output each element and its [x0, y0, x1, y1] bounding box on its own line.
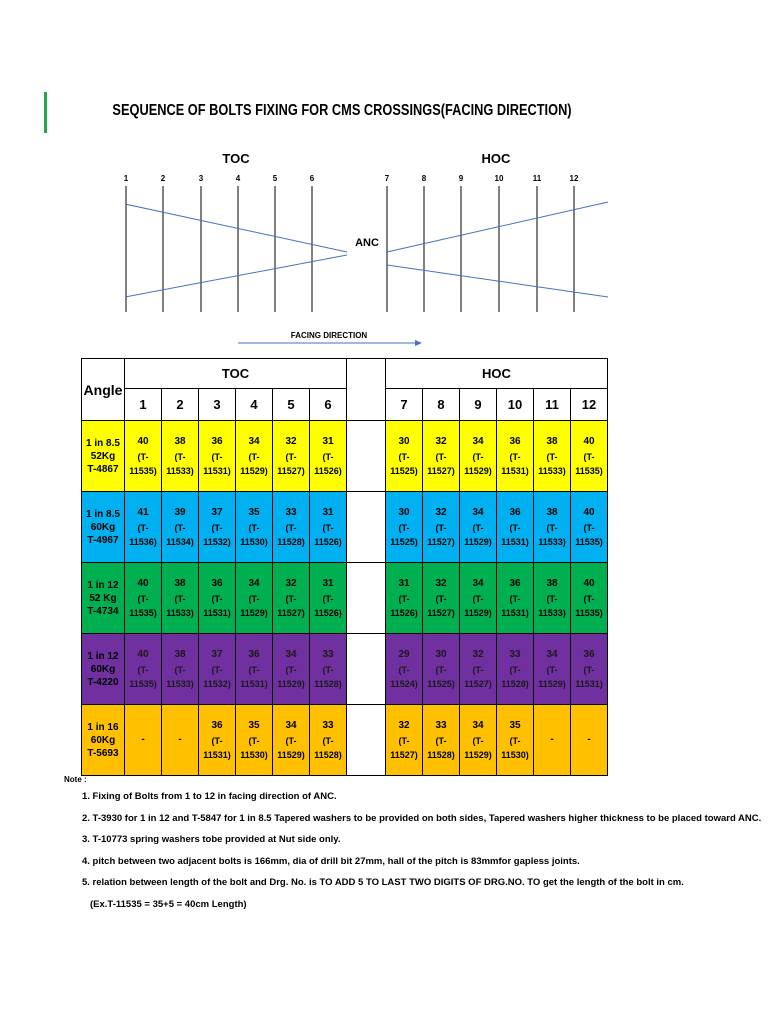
bolt-cell — [199, 634, 236, 705]
bolt-number-6: 6 — [309, 174, 315, 183]
bolt-drawing-code: (T-11527) — [427, 523, 455, 547]
table-row — [82, 492, 608, 563]
bolt-cell — [386, 421, 423, 492]
bolt-cell — [162, 705, 199, 776]
bolt-drawing-code: (T-11528) — [501, 665, 529, 689]
bolt-drawing-code: (T-11531) — [203, 452, 231, 476]
bolt-length: 40 — [137, 436, 149, 447]
bolt-cell — [571, 563, 608, 634]
bolt-length: 32 — [285, 436, 297, 447]
bolt-number-11: 11 — [532, 174, 542, 183]
note-label: Note : — [64, 775, 87, 784]
note-item: 4. pitch between two adjacent bolts is 166mm, dia of drill bit 27mm, hall of the pitch is 83mmfor gapless joints. — [82, 855, 580, 867]
angle-cell — [82, 563, 125, 634]
bolt-length: 40 — [583, 436, 595, 447]
column-header-2: 2 — [162, 389, 199, 421]
bolt-cell — [273, 492, 310, 563]
bolt-drawing-code: (T-11526) — [390, 594, 418, 618]
bolt-drawing-code: (T-11531) — [575, 665, 603, 689]
angle-cell — [82, 421, 125, 492]
bolt-drawing-code: (T-11532) — [203, 523, 231, 547]
angle-value: 1 in 8.5 60Kg — [86, 508, 120, 533]
bolt-drawing-code: (T-11531) — [203, 736, 231, 760]
bolt-cell — [534, 421, 571, 492]
bolt-drawing-code: (T-11527) — [427, 452, 455, 476]
diagram-hoc-label: HOC — [481, 151, 511, 166]
bolt-length: 32 — [435, 507, 447, 518]
toc-rail-upper — [125, 204, 347, 252]
bolt-drawing-code: (T-11535) — [129, 665, 157, 689]
diagram-toc-label: TOC — [222, 151, 250, 166]
notes-list — [82, 786, 761, 915]
bolt-cell — [273, 634, 310, 705]
separator-cell — [347, 421, 386, 492]
bolt-length: - — [550, 734, 554, 745]
bolt-drawing-code: (T-11533) — [538, 452, 566, 476]
bolt-cell — [310, 421, 347, 492]
bolt-length: 38 — [174, 436, 186, 447]
bolt-cell — [125, 705, 162, 776]
bolt-drawing-code: (T-11529) — [240, 594, 268, 618]
separator-cell — [347, 705, 386, 776]
note-item: 1. Fixing of Bolts from 1 to 12 in facing direction of ANC. — [82, 791, 337, 802]
bolt-drawing-code: (T-11528) — [427, 736, 455, 760]
angle-value: 1 in 8.5 52Kg — [86, 437, 120, 462]
bolt-cell — [199, 421, 236, 492]
bolt-cell — [571, 634, 608, 705]
bolt-length: 32 — [398, 720, 410, 731]
bolt-length: 34 — [248, 578, 260, 589]
bolt-length: 32 — [435, 436, 447, 447]
bolt-length: 32 — [435, 578, 447, 589]
bolt-drawing-code: (T-11529) — [464, 452, 492, 476]
angle-value: 1 in 12 60Kg — [87, 650, 119, 675]
bolt-number-4: 4 — [235, 174, 241, 183]
separator-cell — [347, 492, 386, 563]
bolt-drawing-code: (T-11535) — [575, 594, 603, 618]
bolt-length: 35 — [509, 720, 521, 731]
bolt-drawing-code: (T-11527) — [464, 665, 492, 689]
bolt-length: 34 — [472, 507, 484, 518]
hoc-rail-upper — [387, 202, 608, 252]
bolt-cell — [199, 492, 236, 563]
bolt-sequence-table — [81, 358, 608, 776]
bolt-diagram — [0, 0, 768, 350]
bolt-drawing-code: (T-11527) — [277, 594, 305, 618]
bolt-number-2: 2 — [160, 174, 166, 183]
bolt-length: 34 — [472, 720, 484, 731]
bolt-cell — [571, 705, 608, 776]
bolt-length: 31 — [322, 507, 334, 518]
bolt-length: 35 — [248, 507, 260, 518]
column-header-3: 3 — [199, 389, 236, 421]
hoc-header: HOC — [386, 359, 608, 389]
bolt-length: 32 — [285, 578, 297, 589]
bolt-cell — [534, 634, 571, 705]
angle-cell — [82, 492, 125, 563]
bolt-drawing-code: (T-11531) — [501, 594, 529, 618]
bolt-number-9: 9 — [458, 174, 464, 183]
note-item: 5. relation between length of the bolt and Drg. No. is TO ADD 5 TO LAST TWO DIGITS OF DRG.NO. TO get the length of the bolt in cm. — [82, 877, 684, 888]
bolt-drawing-code: (T-11529) — [277, 736, 305, 760]
bolt-drawing-code: (T-11529) — [538, 665, 566, 689]
column-header-7: 7 — [386, 389, 423, 421]
bolt-drawing-code: (T-11535) — [575, 523, 603, 547]
hoc-rail-lower — [387, 265, 608, 297]
bolt-drawing-code: (T-11528) — [314, 736, 342, 760]
bolt-cell — [386, 705, 423, 776]
bolt-cell — [497, 705, 534, 776]
bolt-drawing-code: (T-11526) — [314, 594, 342, 618]
bolt-length: 38 — [546, 507, 558, 518]
bolt-drawing-code: (T-11531) — [501, 523, 529, 547]
bolt-length: 33 — [322, 720, 334, 731]
bolt-length: 35 — [248, 720, 260, 731]
bolt-length: 32 — [472, 649, 484, 660]
bolt-cell — [162, 421, 199, 492]
bolt-length: 34 — [285, 649, 297, 660]
bolt-length: 40 — [583, 507, 595, 518]
bolt-drawing-code: (T-11536) — [129, 523, 157, 547]
bolt-cell — [236, 492, 273, 563]
table-row — [82, 634, 608, 705]
bolt-cell — [534, 563, 571, 634]
bolt-cell — [460, 492, 497, 563]
bolt-length: 36 — [211, 578, 223, 589]
bolt-number-5: 5 — [272, 174, 278, 183]
column-header-5: 5 — [273, 389, 310, 421]
angle-value: 1 in 16 60Kg — [87, 721, 119, 746]
bolt-length: 31 — [398, 578, 410, 589]
bolt-length: 36 — [509, 507, 521, 518]
bolt-length: 40 — [137, 578, 149, 589]
bolt-number-8: 8 — [421, 174, 427, 183]
bolt-drawing-code: (T-11533) — [166, 665, 194, 689]
bolt-length: 36 — [211, 720, 223, 731]
column-header-10: 10 — [497, 389, 534, 421]
angle-cell — [82, 634, 125, 705]
separator-cell — [347, 359, 386, 421]
bolt-cell — [125, 492, 162, 563]
bolt-length: 41 — [137, 507, 149, 518]
page-title: SEQUENCE OF BOLTS FIXING FOR CMS CROSSINGS(FACING DIRECTION) — [112, 102, 572, 119]
bolt-drawing-code: (T-11535) — [575, 452, 603, 476]
bolt-cell — [386, 563, 423, 634]
bolt-cell — [423, 492, 460, 563]
bolt-cell — [236, 421, 273, 492]
bolt-cell — [386, 634, 423, 705]
bolt-drawing-code: (T-11532) — [203, 665, 231, 689]
bolt-cell — [310, 492, 347, 563]
bolt-length: 37 — [211, 507, 223, 518]
bolt-cell — [310, 634, 347, 705]
bolt-length: 34 — [285, 720, 297, 731]
bolt-cell — [534, 492, 571, 563]
bolt-cell — [125, 634, 162, 705]
bolt-number-7: 7 — [384, 174, 390, 183]
bolt-cell — [460, 705, 497, 776]
bolt-cell — [310, 705, 347, 776]
bolt-cell — [386, 492, 423, 563]
drawing-number: T-4220 — [87, 676, 119, 688]
bolt-drawing-code: (T-11525) — [390, 452, 418, 476]
bolt-drawing-code: (T-11527) — [277, 452, 305, 476]
bolt-length: - — [587, 734, 591, 745]
bolt-length: 36 — [509, 578, 521, 589]
bolt-length: 38 — [546, 578, 558, 589]
bolt-drawing-code: (T-11527) — [390, 736, 418, 760]
bolt-cell — [162, 563, 199, 634]
bolt-cell — [534, 705, 571, 776]
bolt-drawing-code: (T-11530) — [240, 523, 268, 547]
bolt-cell — [199, 563, 236, 634]
bolt-drawing-code: (T-11524) — [390, 665, 418, 689]
bolt-drawing-code: (T-11531) — [203, 594, 231, 618]
bolt-cell — [497, 492, 534, 563]
bolt-cell — [497, 421, 534, 492]
bolt-drawing-code: (T-11533) — [538, 594, 566, 618]
bolt-drawing-code: (T-11526) — [314, 452, 342, 476]
bolt-length: 30 — [398, 436, 410, 447]
bolt-cell — [497, 563, 534, 634]
bolt-cell — [460, 634, 497, 705]
bolt-drawing-code: (T-11527) — [427, 594, 455, 618]
bolt-drawing-code: (T-11529) — [464, 594, 492, 618]
note-item: 2. T-3930 for 1 in 12 and T-5847 for 1 in 8.5 Tapered washers to be provided on both sides, Tapered washers higher thickness to be placed toward ANC. — [82, 812, 762, 824]
bolt-length: 29 — [398, 649, 410, 660]
bolt-drawing-code: (T-11529) — [464, 736, 492, 760]
bolt-drawing-code: (T-11525) — [427, 665, 455, 689]
toc-rail-lower — [125, 255, 347, 297]
bolt-length: 38 — [174, 578, 186, 589]
drawing-number: T-5693 — [87, 747, 119, 759]
bolt-cell — [273, 421, 310, 492]
bolt-cell — [273, 705, 310, 776]
bolt-cell — [199, 705, 236, 776]
bolt-cell — [423, 634, 460, 705]
bolt-drawing-code: (T-11530) — [501, 736, 529, 760]
angle-value: 1 in 12 52 Kg — [87, 579, 119, 604]
bolt-drawing-code: (T-11535) — [129, 452, 157, 476]
bolt-length: 38 — [174, 649, 186, 660]
bolt-length: 33 — [509, 649, 521, 660]
bolt-drawing-code: (T-11529) — [464, 523, 492, 547]
bolt-cell — [460, 421, 497, 492]
bolt-length: 36 — [583, 649, 595, 660]
bolt-length: 34 — [546, 649, 558, 660]
bolt-length: - — [178, 734, 182, 745]
drawing-number: T-4734 — [87, 605, 119, 617]
bolt-length: 34 — [248, 436, 260, 447]
bolt-cell — [497, 634, 534, 705]
bolt-length: 33 — [322, 649, 334, 660]
table-row — [82, 705, 608, 776]
bolt-length: 36 — [248, 649, 260, 660]
bolt-drawing-code: (T-11529) — [240, 452, 268, 476]
bolt-cell — [273, 563, 310, 634]
bolt-drawing-code: (T-11528) — [314, 665, 342, 689]
bolt-length: 33 — [285, 507, 297, 518]
column-header-6: 6 — [310, 389, 347, 421]
bolt-length: 31 — [322, 436, 334, 447]
bolt-cell — [236, 563, 273, 634]
bolt-cell — [460, 563, 497, 634]
note-item: (Ex.T-11535 = 35+5 = 40cm Length) — [90, 898, 247, 910]
bolt-drawing-code: (T-11530) — [240, 736, 268, 760]
bolt-number-labels — [124, 174, 579, 183]
bolt-drawing-code: (T-11526) — [314, 523, 342, 547]
bolt-length: 33 — [435, 720, 447, 731]
separator-cell — [347, 634, 386, 705]
column-header-8: 8 — [423, 389, 460, 421]
bolt-drawing-code: (T-11533) — [166, 594, 194, 618]
drawing-number: T-4967 — [87, 534, 119, 546]
bolt-length: 38 — [546, 436, 558, 447]
angle-header: Angle — [82, 359, 125, 421]
bolt-cell — [310, 563, 347, 634]
arrow-head-icon — [415, 340, 422, 346]
note-item: 3. T-10773 spring washers tobe provided at Nut side only. — [82, 834, 341, 845]
bolt-length: 36 — [211, 436, 223, 447]
column-header-12: 12 — [571, 389, 608, 421]
bolt-length: 34 — [472, 578, 484, 589]
bolt-length: 34 — [472, 436, 484, 447]
column-header-11: 11 — [534, 389, 571, 421]
bolt-drawing-code: (T-11531) — [240, 665, 268, 689]
bolt-length: 36 — [509, 436, 521, 447]
bolt-number-12: 12 — [569, 174, 579, 183]
anc-label: ANC — [355, 237, 379, 249]
bolt-cell — [125, 563, 162, 634]
bolt-position-lines — [126, 186, 574, 312]
table-row — [82, 421, 608, 492]
bolt-length: - — [141, 734, 145, 745]
bolt-cell — [236, 705, 273, 776]
bolt-length: 30 — [398, 507, 410, 518]
bolt-cell — [423, 705, 460, 776]
bolt-length: 40 — [583, 578, 595, 589]
bolt-cell — [162, 492, 199, 563]
bolt-length: 39 — [174, 507, 186, 518]
bolt-drawing-code: (T-11525) — [390, 523, 418, 547]
bolt-drawing-code: (T-11531) — [501, 452, 529, 476]
bolt-number-3: 3 — [198, 174, 204, 183]
bolt-drawing-code: (T-11534) — [166, 523, 194, 547]
column-header-1: 1 — [125, 389, 162, 421]
facing-direction-label: FACING DIRECTION — [290, 331, 368, 340]
column-header-9: 9 — [460, 389, 497, 421]
bolt-cell — [571, 492, 608, 563]
bolt-cell — [571, 421, 608, 492]
bolt-cell — [125, 421, 162, 492]
bolt-number-10: 10 — [494, 174, 504, 183]
separator-cell — [347, 563, 386, 634]
bolt-length: 30 — [435, 649, 447, 660]
bolt-drawing-code: (T-11533) — [538, 523, 566, 547]
column-number-row — [82, 389, 608, 421]
bolt-length: 40 — [137, 649, 149, 660]
bolt-number-1: 1 — [123, 174, 129, 183]
drawing-number: T-4867 — [87, 463, 119, 475]
column-header-4: 4 — [236, 389, 273, 421]
bolt-length: 37 — [211, 649, 223, 660]
bolt-drawing-code: (T-11528) — [277, 523, 305, 547]
bolt-cell — [423, 563, 460, 634]
bolt-cell — [162, 634, 199, 705]
table-row — [82, 563, 608, 634]
toc-header: TOC — [125, 359, 347, 389]
bolt-cell — [423, 421, 460, 492]
angle-cell — [82, 705, 125, 776]
bolt-drawing-code: (T-11529) — [277, 665, 305, 689]
bolt-drawing-code: (T-11533) — [166, 452, 194, 476]
bolt-length: 31 — [322, 578, 334, 589]
bolt-cell — [236, 634, 273, 705]
bolt-drawing-code: (T-11535) — [129, 594, 157, 618]
